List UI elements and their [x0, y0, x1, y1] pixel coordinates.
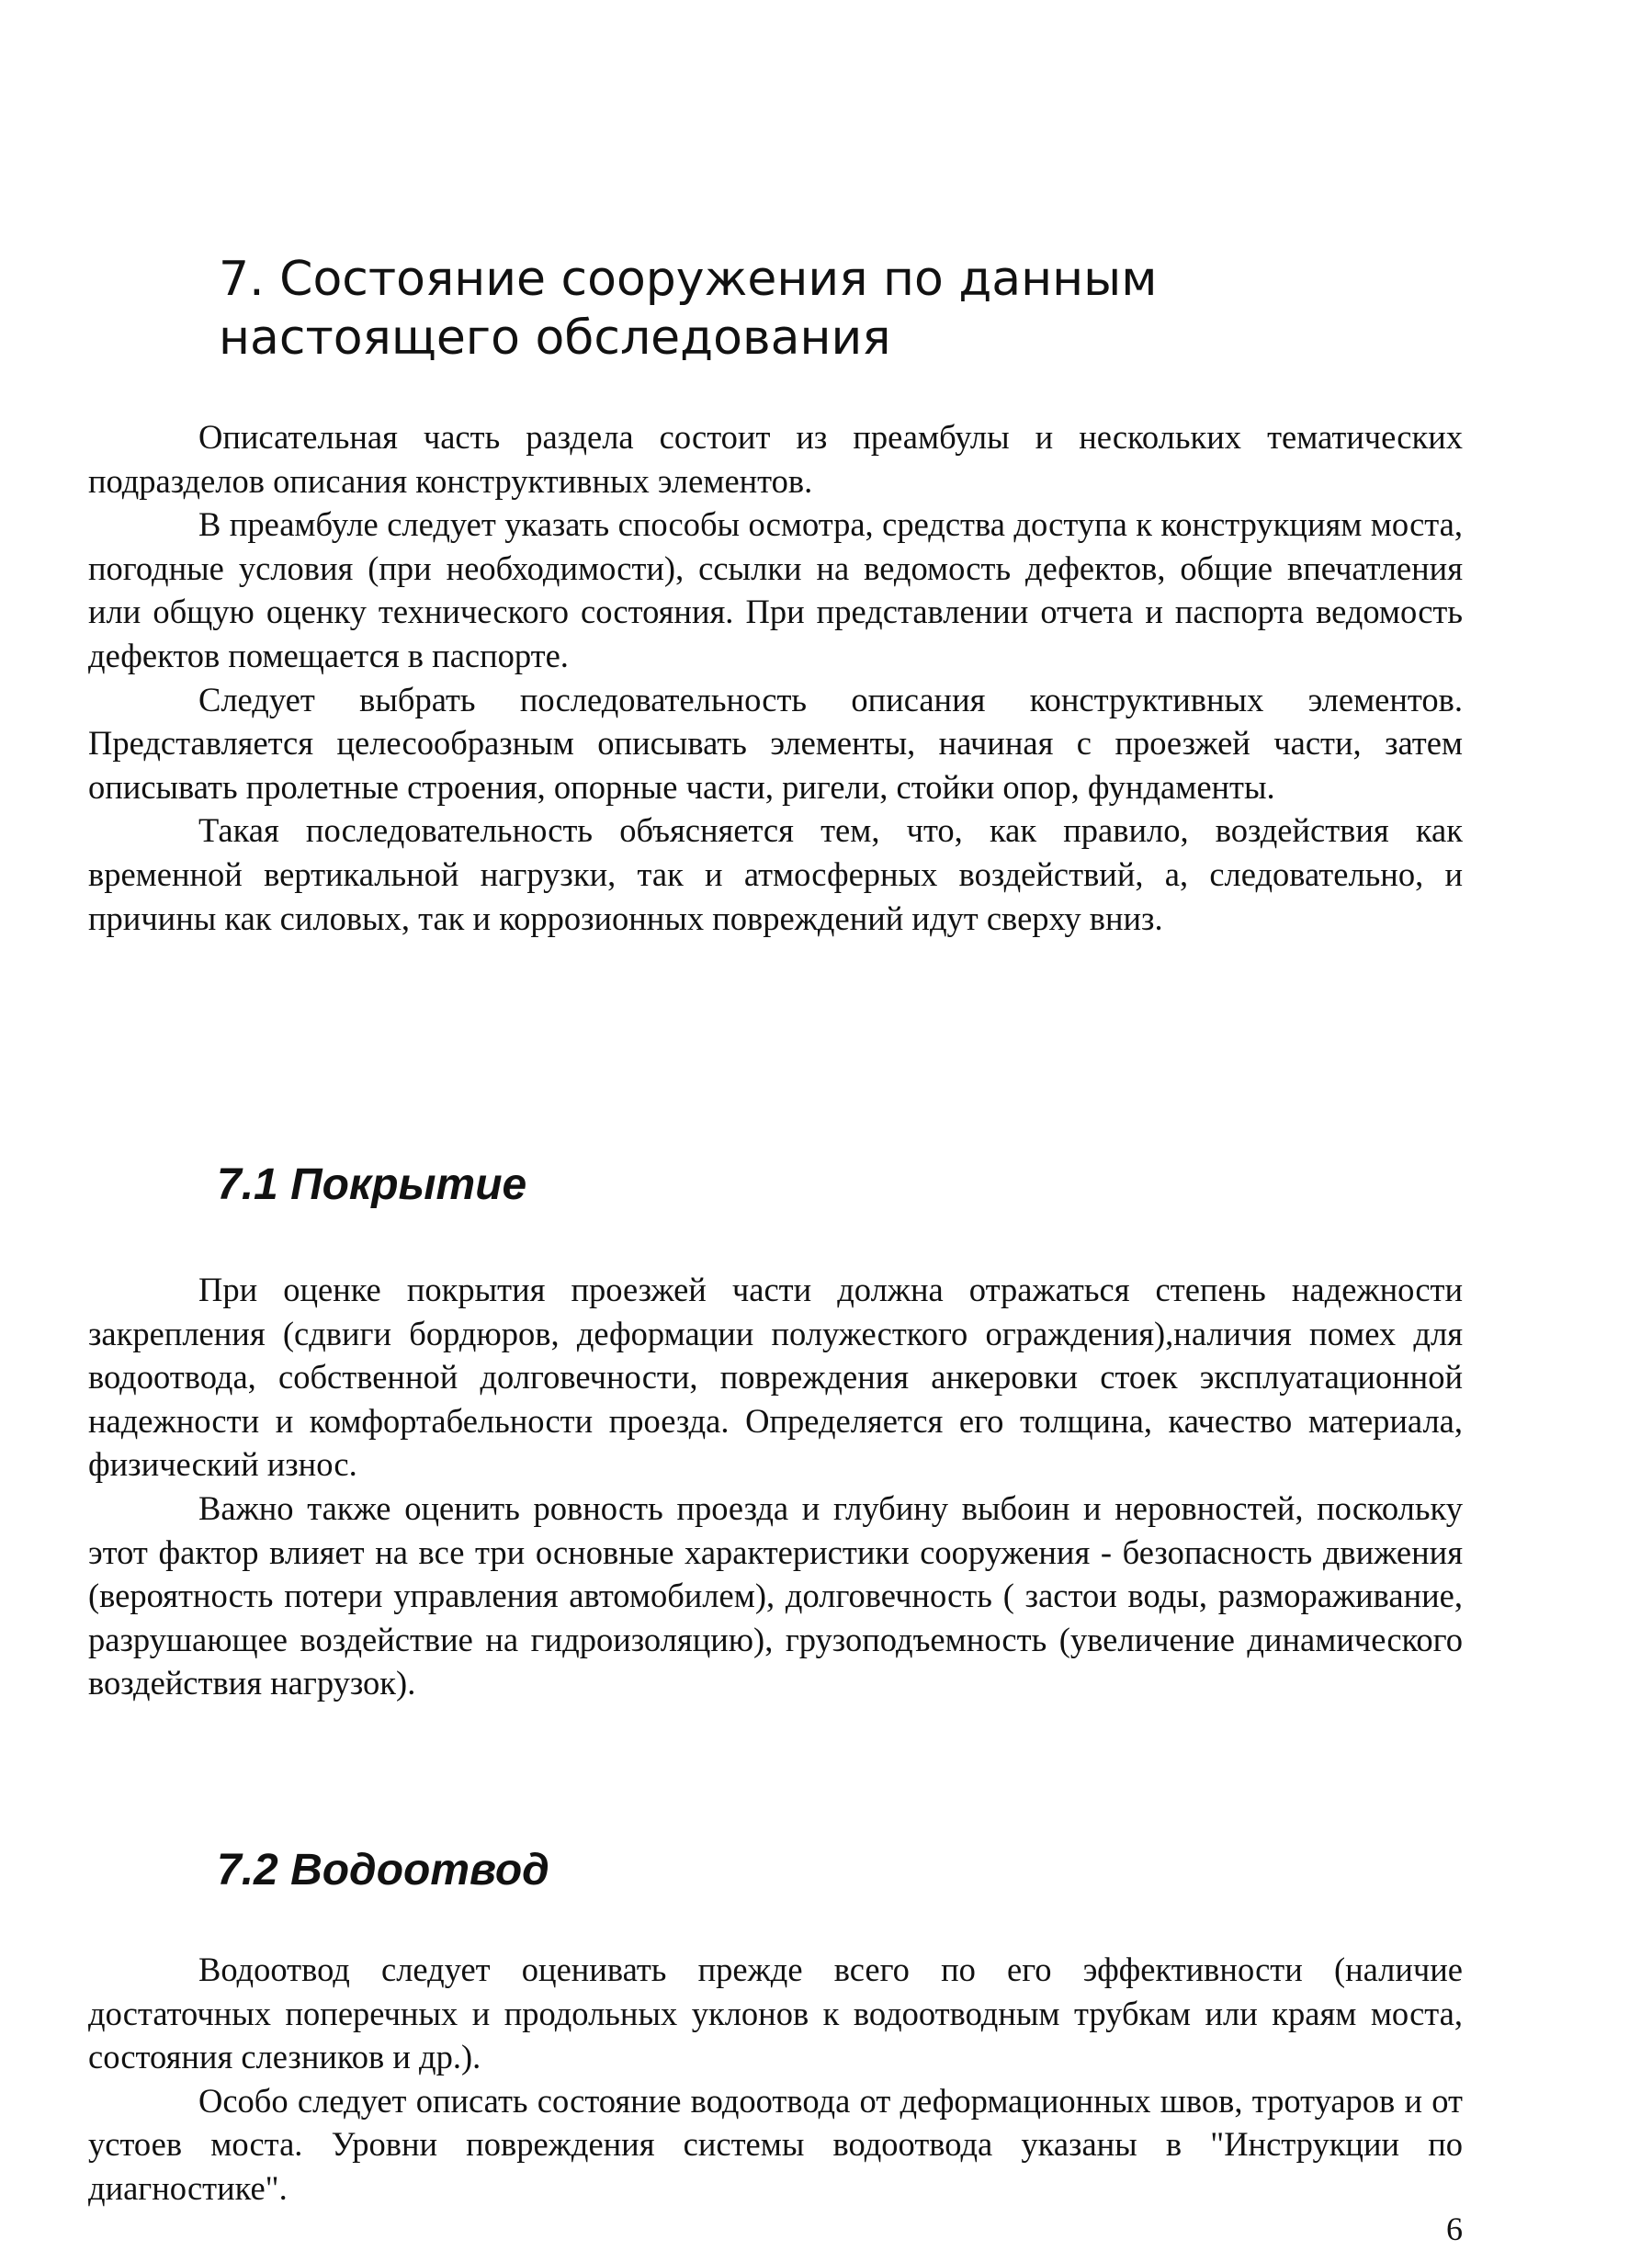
section-7-2-paragraph-1: Водоотвод следует оценивать прежде всего по его эффективности (наличие достаточных поперечных и продольных уклонов к водоотводным трубкам или краям моста, состояния слезников и др.). [88, 1951, 1463, 2076]
section-7-2-heading: 7.2 Водоотвод [217, 1846, 549, 1894]
section-7-paragraph-4: Такая последовательность объясняется тем, что, как правило, воздействия как временной вертикальной нагрузки, так и атмосферных воздействий, а, следовательно, и причины как силовых, так и коррозионных повреждений идут сверху вниз. [88, 811, 1463, 937]
section-7-heading-line-2: настоящего обследования [219, 311, 891, 366]
section-7-2-paragraph-2: Особо следует описать состояние водоотвода от деформационных швов, тротуаров и от устоев моста. Уровни повреждения системы водоотвода указаны в "Инструкции по диагностике". [88, 2081, 1463, 2207]
section-7-paragraph-1: Описательная часть раздела состоит из преамбулы и нескольких тематических подразделов описания конструктивных элементов. [88, 418, 1463, 500]
section-7-paragraph-3: Следует выбрать последовательность описания конструктивных элементов. Представляется целесообразным описывать элементы, начиная с проезжей части, затем описывать пролетные строения, опорные части, ригели, стойки опор, фундаменты. [88, 680, 1463, 806]
section-7-heading-line-1: 7. Состояние сооружения по данным [219, 252, 1158, 307]
section-7-body [88, 415, 1463, 940]
section-7-1-paragraph-2: Важно также оценить ровность проезда и глубину выбоин и неровностей, поскольку этот фактор влияет на все три основные характеристики сооружения - безопасность движения (вероятность потери управления автомобилем), долговечность ( застои воды, размораживание, разрушающее воздействие на гидроизоляцию), грузоподъемность (увеличение динамического воздействия нагрузок). [88, 1488, 1463, 1702]
section-7-heading [219, 250, 1321, 368]
section-7-1-paragraph-1: При оценке покрытия проезжей части должна отражаться степень надежности закрепления (сдвиги бордюров, деформации полужесткого ограждения),наличия помех для водоотвода, собственной долговечности, повреждения анкеровки стоек эксплуатационной надежности и комфортабельности проезда. Определяется его толщина, качество материала, физический износ. [88, 1271, 1463, 1484]
section-7-paragraph-2: В преамбуле следует указать способы осмотра, средства доступа к конструкциям моста, погодные условия (при необходимости), ссылки на ведомость дефектов, общие впечатления или общую оценку технического состояния. При представлении отчета и паспорта ведомость дефектов помещается в паспорте. [88, 505, 1463, 674]
section-7-1-heading: 7.1 Покрытие [217, 1160, 527, 1209]
section-7-1-body [88, 1268, 1463, 1705]
page-number: 6 [1446, 2211, 1463, 2247]
section-7-2-body [88, 1948, 1463, 2211]
